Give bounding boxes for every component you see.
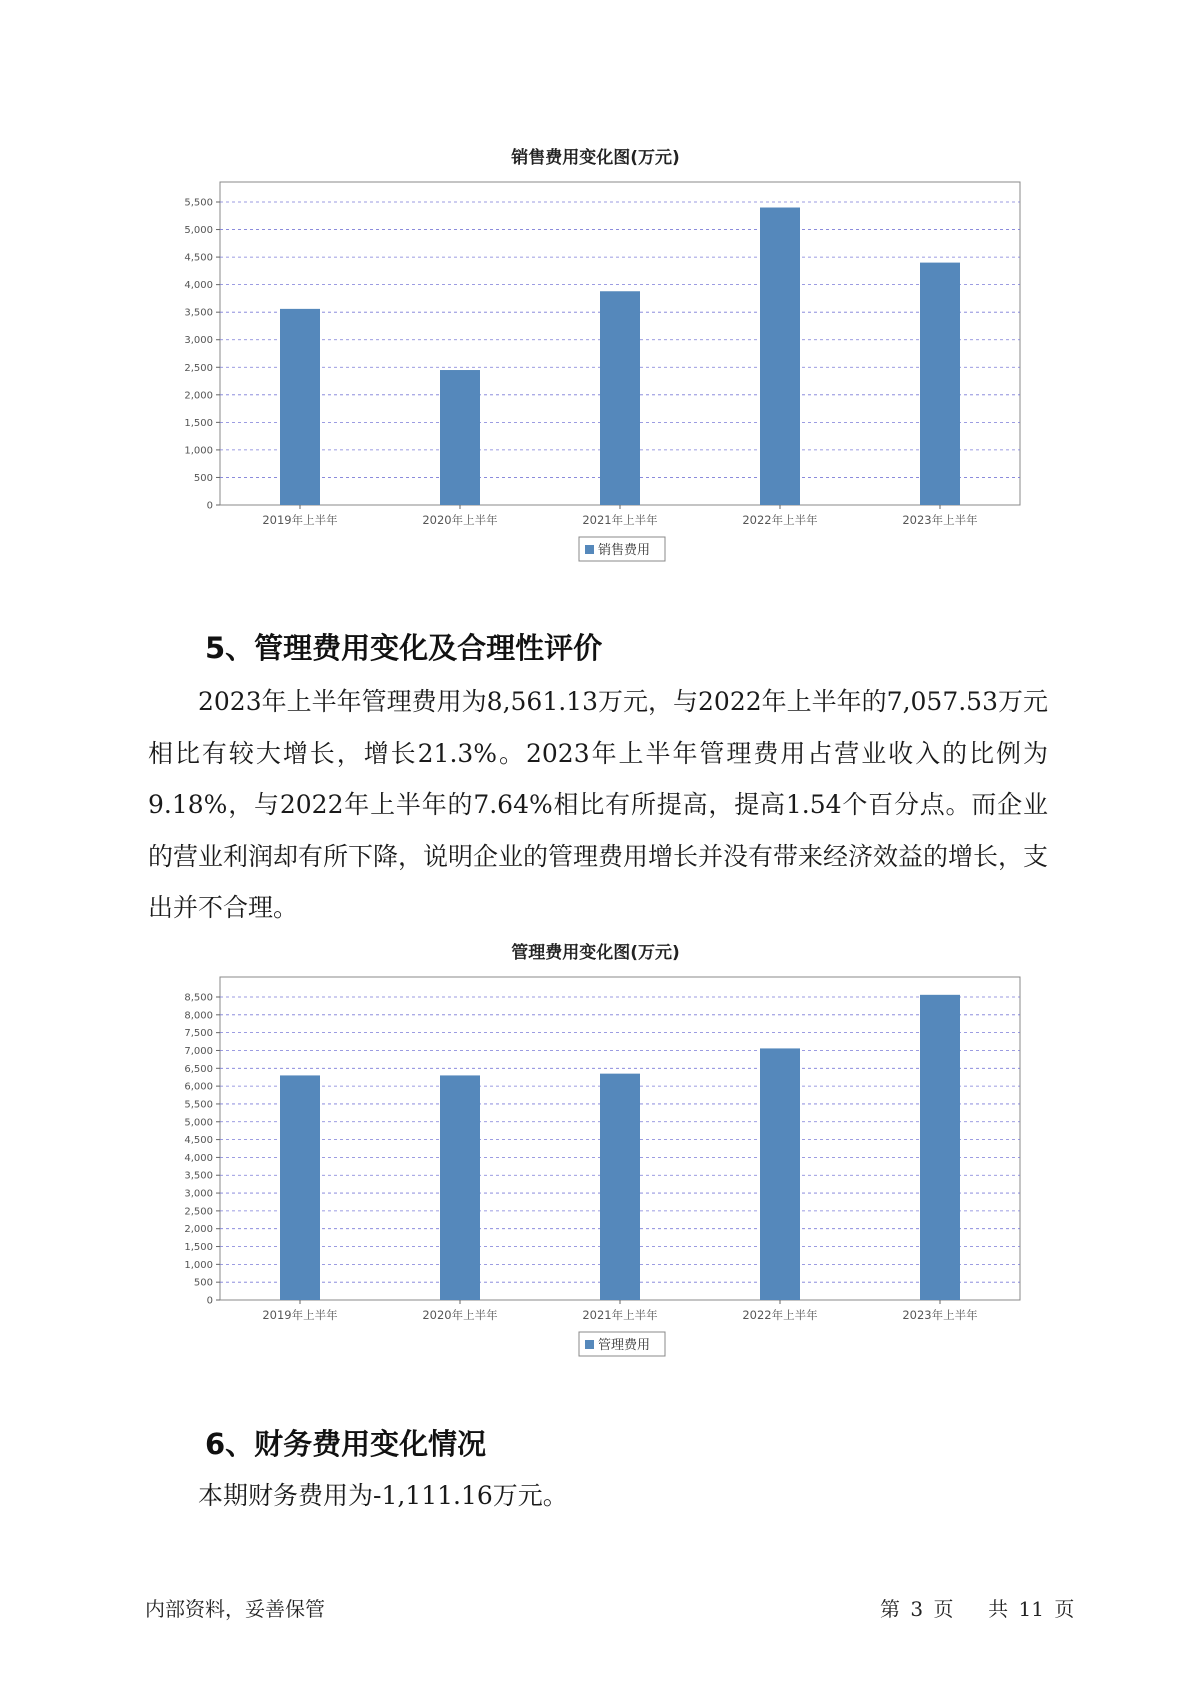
bar — [440, 1075, 480, 1300]
chart2-title: 管理费用变化图(万元) — [511, 943, 680, 963]
x-tick-label: 2019年上半年 — [262, 1308, 338, 1322]
y-tick-label: 0 — [206, 1295, 213, 1307]
y-tick-label: 3,500 — [184, 1170, 213, 1182]
y-tick-label: 8,500 — [184, 992, 213, 1004]
y-tick-label: 7,500 — [184, 1028, 213, 1040]
x-tick-label: 2020年上半年 — [422, 1308, 498, 1322]
y-tick-label: 2,000 — [184, 390, 213, 402]
bar — [440, 370, 480, 505]
footer-total-pages: 11 — [1018, 1597, 1044, 1621]
footer-page-number: 3 — [910, 1597, 924, 1621]
y-tick-label: 0 — [206, 500, 213, 512]
legend-label: 管理费用 — [598, 1338, 651, 1353]
bar — [920, 995, 960, 1300]
bar — [920, 263, 960, 505]
y-tick-label: 4,500 — [184, 1135, 213, 1147]
x-tick-label: 2020年上半年 — [422, 513, 498, 527]
chart1-title: 销售费用变化图(万元) — [511, 148, 680, 168]
footer-confidential: 内部资料，妥善保管 — [145, 1597, 325, 1621]
footer-total-suffix: 页 — [1054, 1597, 1075, 1621]
y-tick-label: 500 — [193, 1277, 213, 1289]
y-tick-label: 5,500 — [184, 197, 213, 209]
x-tick-label: 2021年上半年 — [582, 513, 658, 527]
footer-page-info — [880, 1593, 1074, 1622]
y-tick-label: 6,500 — [184, 1063, 213, 1075]
y-tick-label: 1,500 — [184, 417, 213, 429]
y-tick-label: 2,000 — [184, 1224, 213, 1236]
y-tick-label: 3,000 — [184, 335, 213, 347]
y-tick-label: 8,000 — [184, 1010, 213, 1022]
x-tick-label: 2023年上半年 — [902, 513, 978, 527]
x-tick-label: 2022年上半年 — [742, 513, 818, 527]
sales-expense-chart — [150, 170, 1030, 590]
y-tick-label: 1,000 — [184, 445, 213, 457]
section5-paragraph-block — [148, 676, 1048, 934]
legend-swatch — [585, 1340, 594, 1349]
y-tick-label: 4,000 — [184, 280, 213, 292]
admin-expense-chart — [150, 965, 1030, 1385]
bar — [760, 208, 800, 505]
legend-label: 销售费用 — [598, 543, 651, 558]
footer-total-prefix: 共 — [988, 1597, 1009, 1621]
legend-swatch — [585, 545, 594, 554]
y-tick-label: 3,000 — [184, 1188, 213, 1200]
bar — [760, 1048, 800, 1300]
y-tick-label: 2,500 — [184, 1206, 213, 1218]
footer-page-prefix: 第 — [880, 1597, 900, 1621]
section6-heading: 6、财务费用变化情况 — [205, 1427, 487, 1461]
bar — [280, 1075, 320, 1300]
x-tick-label: 2023年上半年 — [902, 1308, 978, 1322]
y-tick-label: 1,500 — [184, 1242, 213, 1254]
section5-heading: 5、管理费用变化及合理性评价 — [205, 631, 603, 665]
y-tick-label: 1,000 — [184, 1259, 213, 1271]
y-tick-label: 5,000 — [184, 225, 213, 237]
y-tick-label: 6,000 — [184, 1081, 213, 1093]
x-tick-label: 2021年上半年 — [582, 1308, 658, 1322]
y-tick-label: 4,500 — [184, 252, 213, 264]
x-tick-label: 2022年上半年 — [742, 1308, 818, 1322]
y-tick-label: 4,000 — [184, 1152, 213, 1164]
section6-paragraph: 本期财务费用为-1,111.16万元。 — [198, 1481, 568, 1510]
y-tick-label: 500 — [193, 472, 213, 484]
bar — [600, 291, 640, 505]
y-tick-label: 3,500 — [184, 307, 213, 319]
footer-page-suffix: 页 — [933, 1597, 954, 1621]
y-tick-label: 2,500 — [184, 362, 213, 374]
bar — [600, 1074, 640, 1300]
y-tick-label: 5,000 — [184, 1117, 213, 1129]
section5-paragraph: 2023年上半年管理费用为8,561.13万元，与2022年上半年的7,057.53万元相比有较大增长，增长21.3%。2023年上半年管理费用占营业收入的比例为9.18%，与2022年上半年的7.64%相比有所提高，提高1.54个百分点。而企业的营业利润却有所下降，说明企业的管理费用增长并没有带来经济效益的增长，支出并不合理。 — [148, 687, 1049, 922]
y-tick-label: 7,000 — [184, 1045, 213, 1057]
x-tick-label: 2019年上半年 — [262, 513, 338, 527]
section6-paragraph-block — [148, 1470, 1048, 1522]
bar — [280, 309, 320, 505]
y-tick-label: 5,500 — [184, 1099, 213, 1111]
